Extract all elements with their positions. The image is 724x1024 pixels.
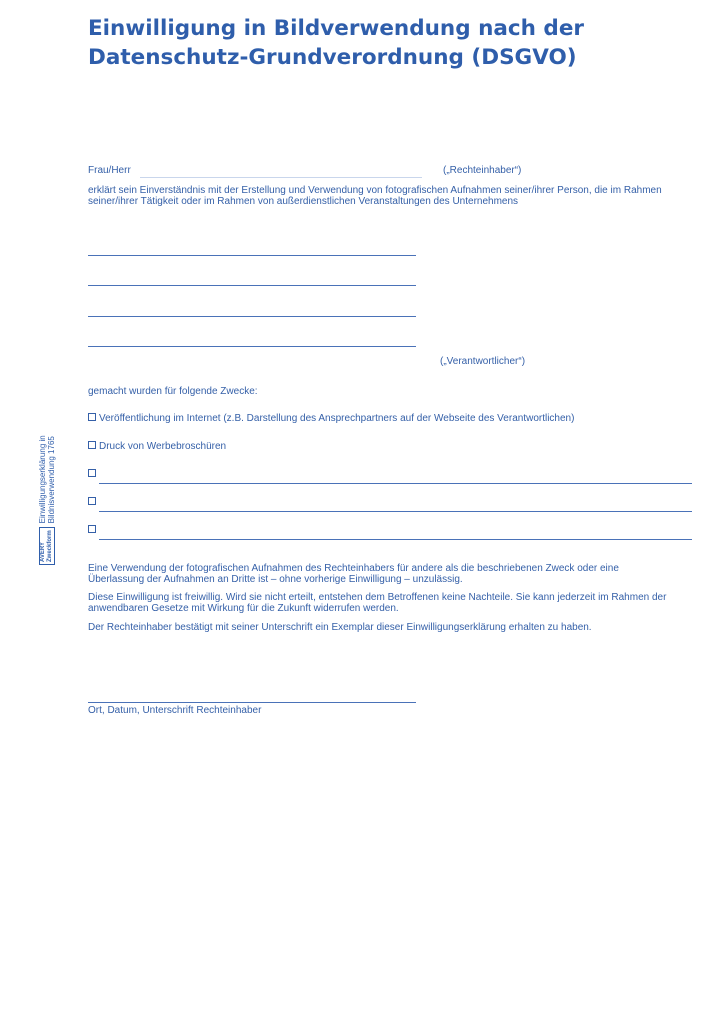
signature-label: Ort, Datum, Unterschrift Rechteinhaber — [88, 705, 262, 716]
checkbox-custom-1[interactable] — [88, 469, 96, 477]
custom-purpose-field-1[interactable] — [99, 483, 692, 484]
paragraph-usage-line-2: Überlassung der Aufnahmen an Dritte ist – ohne vorherige Einwilligung – unzulässig. — [88, 574, 463, 585]
signature-field[interactable] — [88, 702, 416, 703]
paragraph-confirmation — [88, 622, 688, 633]
company-field-line-2[interactable] — [88, 285, 416, 286]
company-field-line-1[interactable] — [88, 255, 416, 256]
purpose-item-internet — [88, 413, 574, 425]
company-field-line-3[interactable] — [88, 316, 416, 317]
consent-line-2: seiner/ihrer Tätigkeit oder im Rahmen von außerdienstlichen Veranstaltungen des Unternehmens — [88, 196, 519, 207]
paragraph-voluntary-line-2: anwendbaren Gesetze mit Wirkung für die Zukunft widerrufen werden. — [88, 603, 399, 614]
side-label — [38, 435, 56, 565]
company-field-line-4[interactable] — [88, 346, 416, 347]
checkbox-custom-2[interactable] — [88, 497, 96, 505]
paragraph-voluntary-line-1: Diese Einwilligung ist freiwillig. Wird sie nicht erteilt, entstehen dem Betroffenen keine Nachteile. Sie kann jederzeit im Rahmen der — [88, 592, 667, 603]
title-line-1: Einwilligung in Bildverwendung nach der — [88, 16, 585, 41]
title-line-2: Datenschutz-Grundverordnung (DSGVO) — [88, 45, 577, 70]
purposes-intro: gemacht wurden für folgende Zwecke: — [88, 386, 258, 397]
responsible-suffix: („Verantwortlicher“) — [440, 356, 526, 367]
purpose-internet-label: Veröffentlichung im Internet (z.B. Darstellung des Ansprechpartners auf der Webseite des Verantwortlichen) — [99, 413, 575, 424]
avery-zweckform-logo: AVERY Zweckform — [39, 527, 55, 565]
consent-text — [88, 185, 688, 207]
purpose-item-custom-3 — [88, 525, 99, 537]
custom-purpose-field-2[interactable] — [99, 511, 692, 512]
checkbox-custom-3[interactable] — [88, 525, 96, 533]
document-title — [88, 14, 688, 72]
holder-label: Frau/Herr — [88, 165, 131, 176]
paragraph-confirmation-line: Der Rechteinhaber bestätigt mit seiner Unterschrift ein Exemplar dieser Einwilligungserklärung erhalten zu haben. — [88, 622, 592, 633]
checkbox-internet[interactable] — [88, 413, 96, 421]
side-label-line-2: Bildnisverwendung 1765 — [47, 436, 56, 524]
purpose-item-custom-1 — [88, 469, 99, 481]
side-label-text — [38, 435, 56, 523]
checkbox-brochures[interactable] — [88, 441, 96, 449]
custom-purpose-field-3[interactable] — [99, 539, 692, 540]
paragraph-usage-line-1: Eine Verwendung der fotografischen Aufnahmen des Rechteinhabers für andere als die beschriebenen Zweck oder eine — [88, 563, 619, 574]
purpose-item-brochures — [88, 441, 226, 453]
holder-name-field[interactable] — [140, 177, 422, 178]
paragraph-usage — [88, 563, 688, 585]
holder-suffix: („Rechteinhaber“) — [443, 165, 522, 176]
purpose-item-custom-2 — [88, 497, 99, 509]
consent-line-1: erklärt sein Einverständnis mit der Erstellung und Verwendung von fotografischen Aufnahmen seiner/ihrer Person, die im Rahmen — [88, 185, 662, 196]
side-label-line-1: Einwilligungserklärung in — [38, 435, 47, 524]
paragraph-voluntary — [88, 592, 688, 614]
purpose-brochures-label: Druck von Werbebroschüren — [99, 441, 227, 452]
